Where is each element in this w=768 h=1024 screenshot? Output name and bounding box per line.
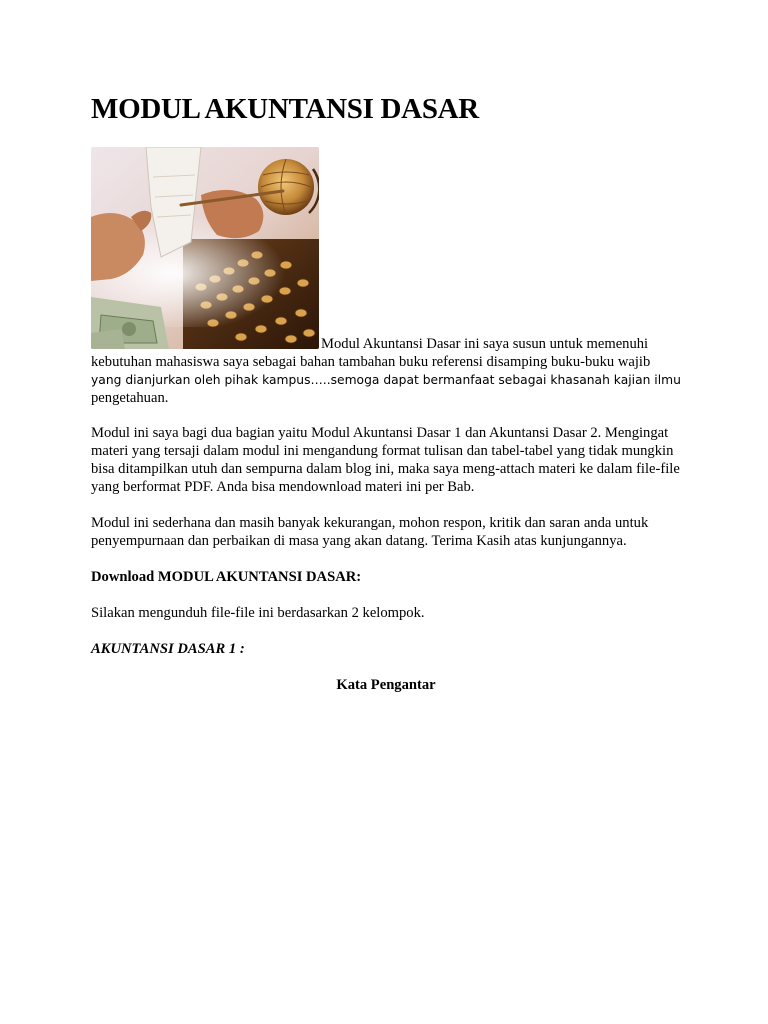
closing-paragraph: Modul ini sederhana dan masih banyak kekurangan, mohon respon, kritik dan saran anda untuk penyempurnaan dan perbaikan di masa yang akan datang. Terima Kasih atas kunjungannya. [91,515,649,549]
intro-text-part-3: pengetahuan. [91,390,169,406]
accounting-illustration [91,147,319,349]
intro-paragraph [91,147,681,407]
intro-text-part-1: Modul Akuntansi Dasar ini saya susun untuk memenuhi kebutuhan mahasiswa saya sebagai bahan tambahan buku referensi disamping buku-buku wajib [91,336,651,370]
section-subheading: Kata Pengantar [336,677,436,693]
page-title: MODUL AKUNTANSI DASAR [91,93,479,125]
download-instruction: Silakan mengunduh file-file ini berdasarkan 2 kelompok. [91,605,425,621]
section-heading: AKUNTANSI DASAR 1 : [91,641,245,657]
intro-text-part-2: yang dianjurkan oleh pihak kampus…..semoga dapat bermanfaat sebagai khasanah kajian ilmu [91,373,681,387]
modules-paragraph: Modul ini saya bagi dua bagian yaitu Modul Akuntansi Dasar 1 dan Akuntansi Dasar 2. Mengingat materi yang tersaji dalam modul ini mengandung format tulisan dan tabel-tabel yang tidak mungkin bisa ditampilkan utuh dan sempurna dalam blog ini, maka saya meng-attach materi ke dalam file-file yang berformat PDF. Anda bisa mendownload materi ini per Bab. [91,425,680,495]
download-heading: Download MODUL AKUNTANSI DASAR: [91,569,362,585]
